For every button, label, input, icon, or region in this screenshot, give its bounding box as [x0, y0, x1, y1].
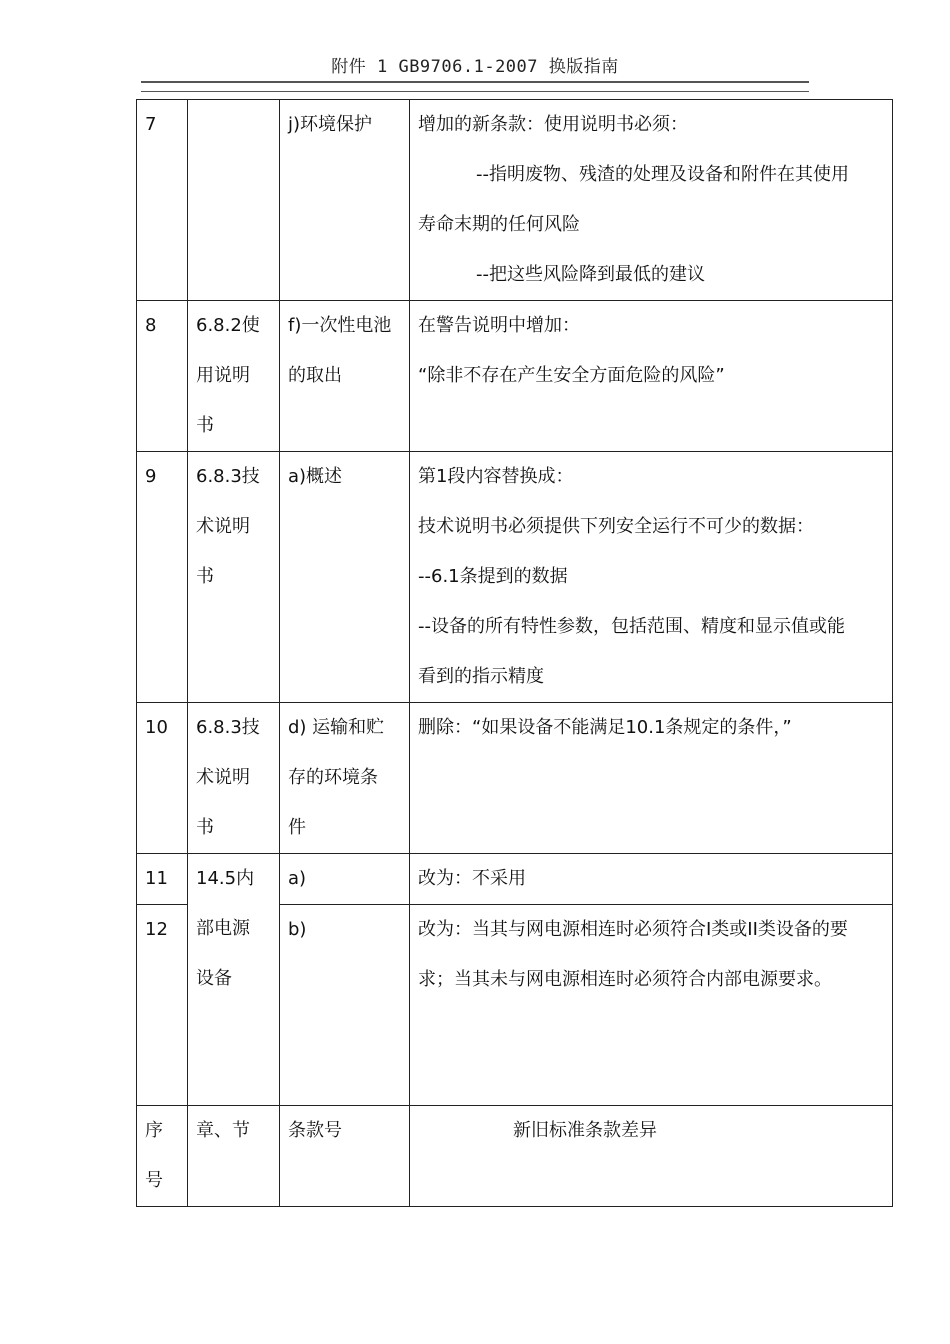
chapter-cell: [188, 100, 280, 301]
row-number: 10: [137, 703, 188, 854]
row-number: 12: [137, 905, 188, 1106]
header-diff: 新旧标准条款差异: [410, 1106, 893, 1207]
row-number: 11: [137, 854, 188, 905]
chapter-cell: 6.8.2使 用说明 书: [188, 301, 280, 452]
difference-cell: 第1段内容替换成： 技术说明书必须提供下列安全运行不可少的数据： --6.1条提到的数据 --设备的所有特性参数，包括范围、精度和显示值或能 看到的指示精度: [410, 452, 893, 703]
row-number: 7: [137, 100, 188, 301]
row-number: 9: [137, 452, 188, 703]
table-row: [137, 703, 893, 854]
clause-cell: a): [280, 854, 410, 905]
difference-cell: 在警告说明中增加： “除非不存在产生安全方面危险的风险”: [410, 301, 893, 452]
chapter-cell-merged: 14.5内 部电源 设备: [188, 854, 280, 1106]
table-row: [137, 100, 893, 301]
header-chapter: 章、节: [188, 1106, 280, 1207]
table-row: [137, 854, 893, 905]
clause-cell: f)一次性电池 的取出: [280, 301, 410, 452]
header-clause: 条款号: [280, 1106, 410, 1207]
clause-cell: d) 运输和贮 存的环境条 件: [280, 703, 410, 854]
clause-cell: a)概述: [280, 452, 410, 703]
chapter-cell: 6.8.3技 术说明 书: [188, 703, 280, 854]
column-header-row: [137, 1106, 893, 1207]
header-no: 序 号: [137, 1106, 188, 1207]
difference-cell: 增加的新条款：使用说明书必须： --指明废物、残渣的处理及设备和附件在其使用 寿命末期的任何风险 --把这些风险降到最低的建议: [410, 100, 893, 301]
clause-cell: j)环境保护: [280, 100, 410, 301]
chapter-cell: 6.8.3技 术说明 书: [188, 452, 280, 703]
difference-cell: 改为：当其与网电源相连时必须符合I类或II类设备的要 求；当其未与网电源相连时必须符合内部电源要求。: [410, 905, 893, 1106]
header-rule-thick: [141, 81, 809, 83]
page-header: [0, 52, 950, 77]
difference-cell: 删除：“如果设备不能满足10.1条规定的条件，”: [410, 703, 893, 854]
header-rule-thin: [141, 91, 809, 92]
guide-table: [136, 99, 893, 1207]
header-title: 附件 1 GB9706.1-2007 换版指南: [331, 57, 619, 77]
difference-cell: 改为：不采用: [410, 854, 893, 905]
table-row: [137, 301, 893, 452]
table-row: [137, 452, 893, 703]
clause-cell: b): [280, 905, 410, 1106]
row-number: 8: [137, 301, 188, 452]
